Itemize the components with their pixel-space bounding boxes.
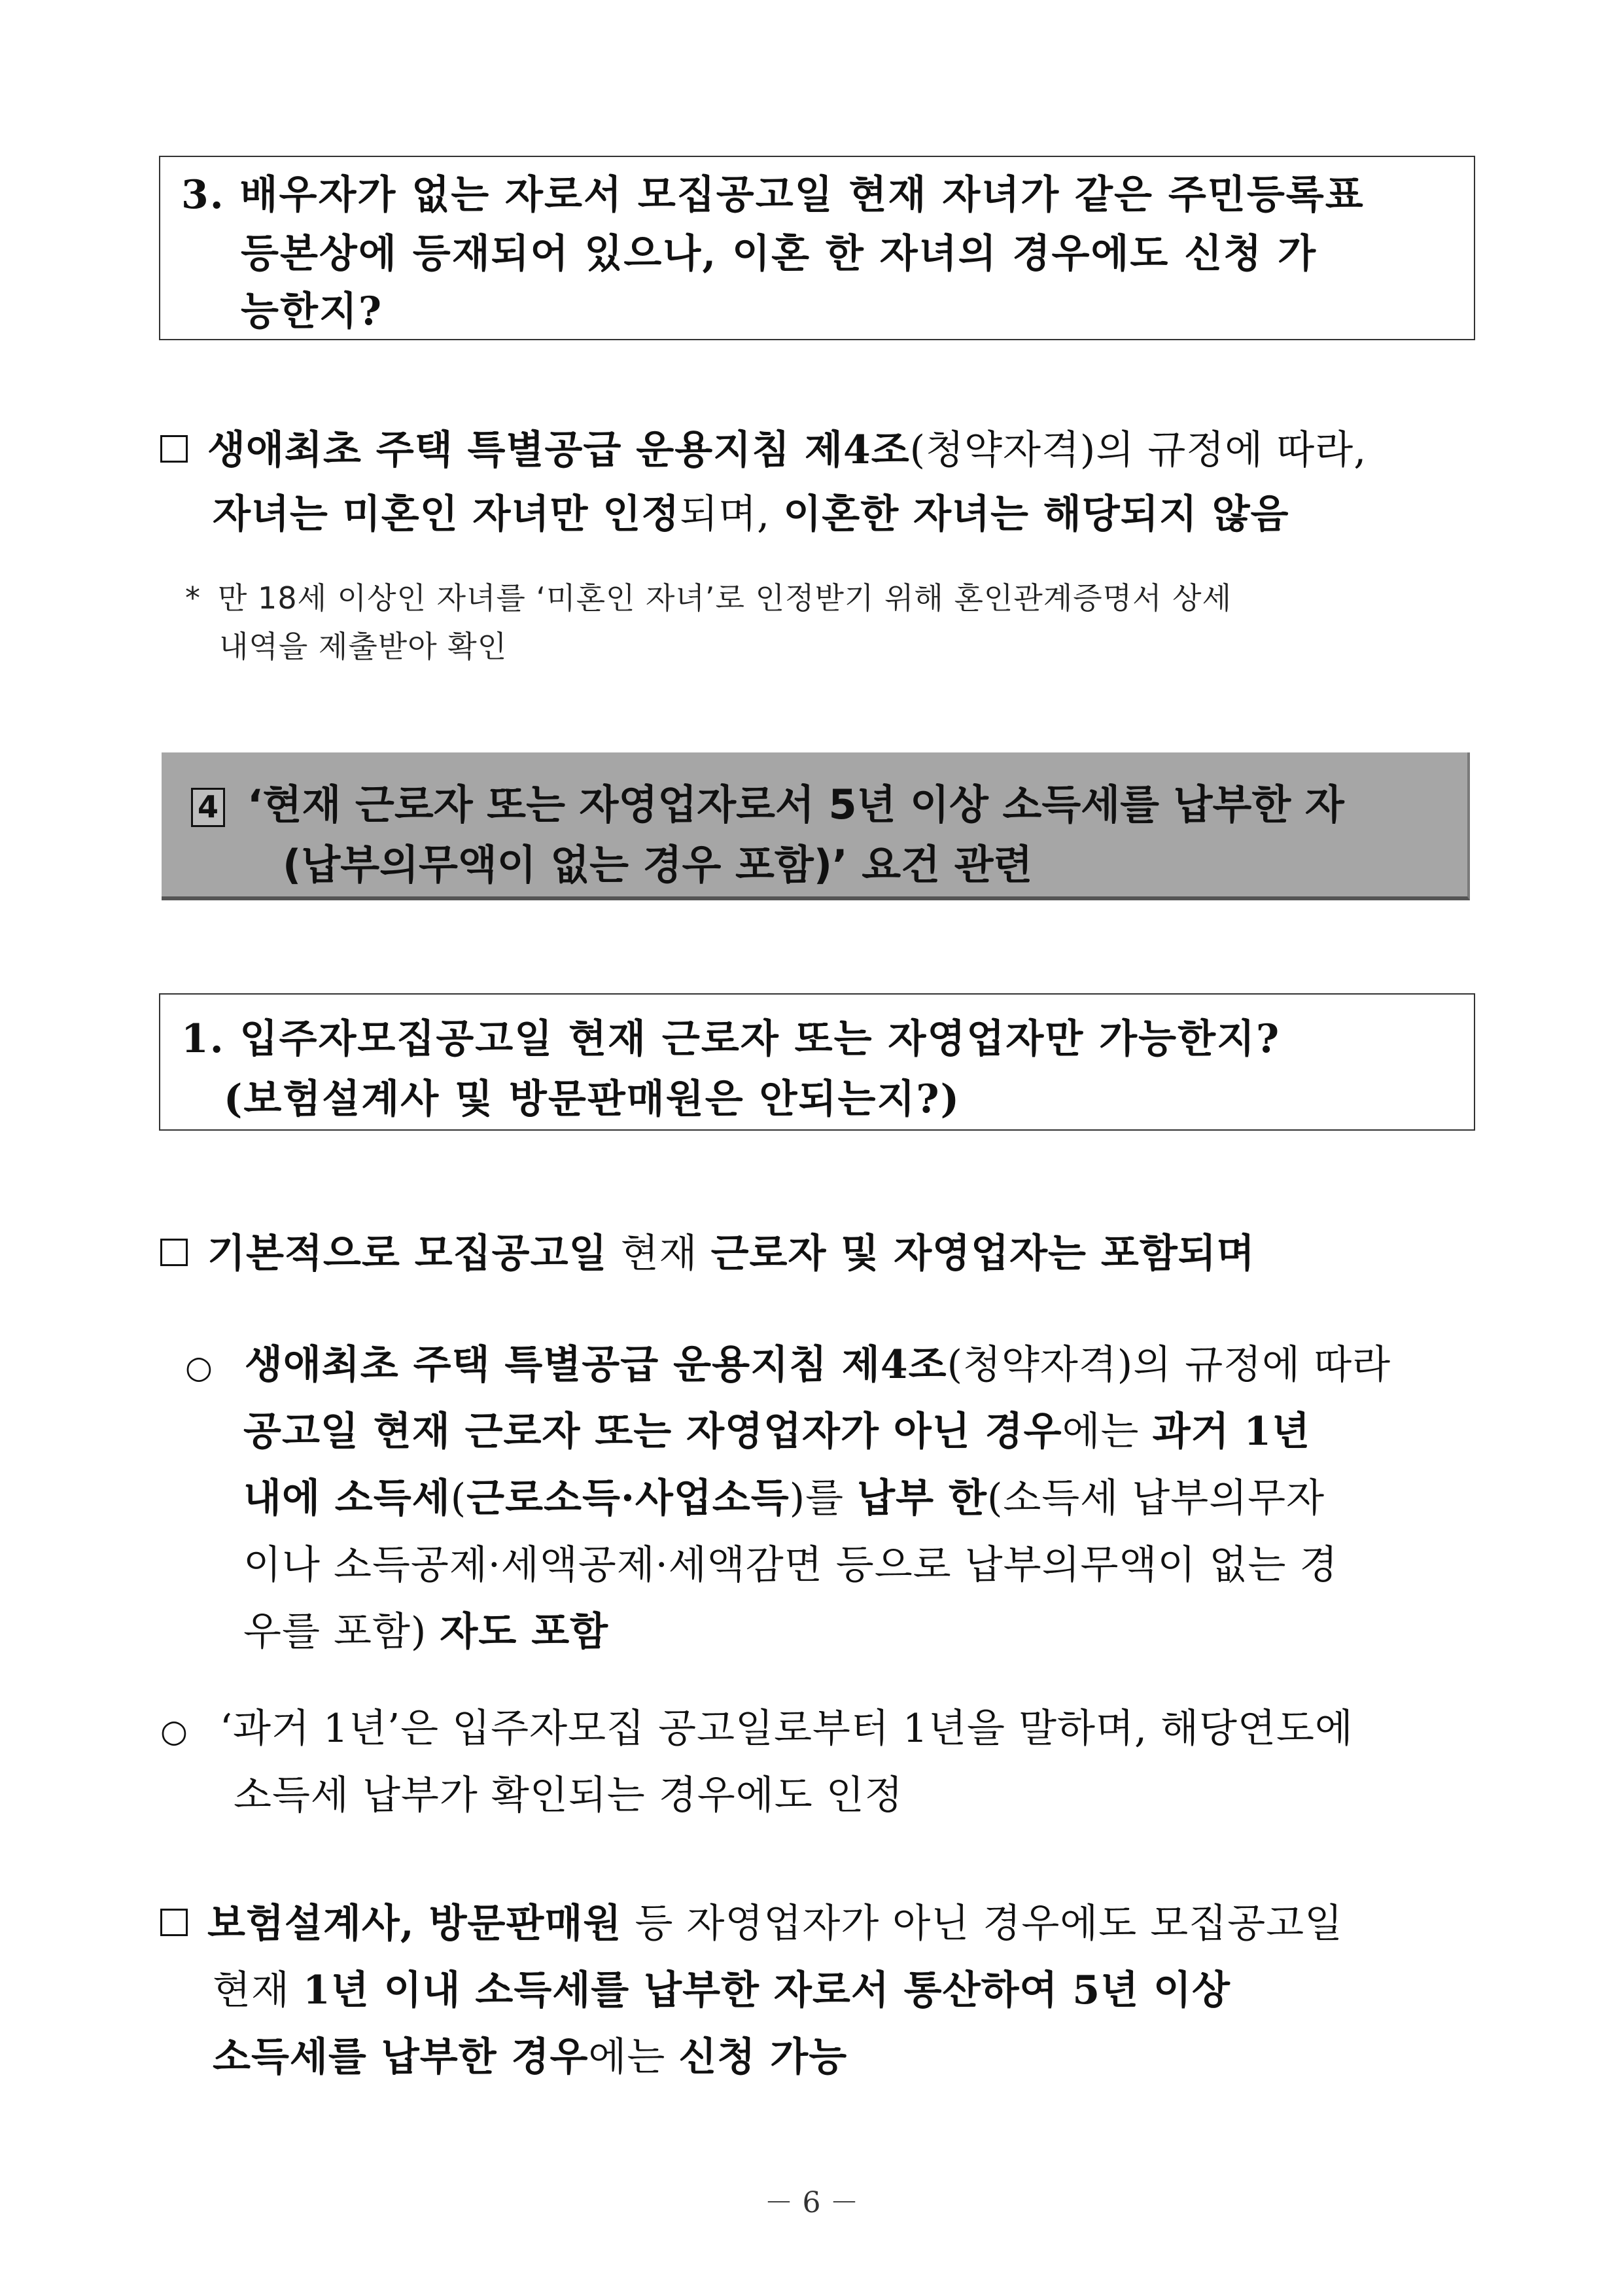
section-4-line-1 <box>191 772 1344 830</box>
circle-bullet-icon: ○ <box>185 1349 213 1386</box>
question-3-line-2: 등본상에 등재되어 있으나, 이혼 한 자녀의 경우에도 신청 가 <box>241 231 1318 277</box>
circle-item-1-line-5 <box>243 1600 608 1657</box>
question-box-1 <box>159 993 1475 1131</box>
section-4-header <box>162 752 1470 900</box>
answer-3-bold-2a: 자녀는 미혼인 자녀만 인정 <box>213 491 680 537</box>
answer-3-normal-1: (청약자격)의 규정에 따라, <box>909 427 1367 473</box>
answer-3-note-line-1 <box>185 574 1232 618</box>
circle-item-1-line-1 <box>185 1333 1391 1390</box>
section-number-badge: 4 <box>191 788 225 827</box>
c1-l3-normal-1: ( <box>450 1475 467 1521</box>
asterisk-icon: * <box>185 580 201 616</box>
c1-l2-bold-1: 공고일 현재 근로자 또는 자영업자가 아닌 경우 <box>243 1409 1062 1455</box>
c1-l2-bold-2: 과거 1년 <box>1152 1409 1311 1455</box>
p2-l3-bold-2: 신청 가능 <box>678 2034 848 2080</box>
section-4-title-1: ‘현재 근로자 또는 자영업자로서 5년 이상 소득세를 납부한 자 <box>247 781 1344 828</box>
circle-item-2-line-1 <box>160 1697 1353 1754</box>
p2-l2-bold: 1년 이내 소득세를 납부한 자로서 통산하여 5년 이상 <box>303 1968 1230 2013</box>
p1-normal-1: 현재 <box>607 1231 711 1277</box>
circle-item-1-line-3 <box>243 1467 1325 1523</box>
answer-3-line-2 <box>213 483 1289 539</box>
c1-l3-bold-2: 근로소득·사업소득 <box>466 1475 790 1521</box>
c2-l1-text: ‘과거 1년’은 입주자모집 공고일로부터 1년을 말하며, 해당연도에 <box>219 1706 1353 1752</box>
p2-l3-bold-1: 소득세를 납부한 경우 <box>213 2034 589 2080</box>
p2-l3-normal: 에는 <box>588 2034 679 2080</box>
c1-l1-normal: (청약자격)의 규정에 따라 <box>947 1342 1391 1388</box>
question-1-line-2: (보험설계사 및 방문판매원은 안되는지?) <box>224 1076 960 1122</box>
question-box-3 <box>159 156 1475 340</box>
checkbox-bullet-icon <box>160 1909 188 1936</box>
c1-l1-bold: 생애최초 주택 특별공급 운용지침 제4조 <box>244 1342 947 1388</box>
c1-l3-bold-1: 내에 소득세 <box>243 1475 451 1521</box>
answer-3-line-1 <box>160 419 1367 475</box>
page-number: － 6 － <box>764 2186 859 2219</box>
circle-item-2-line-2: 소득세 납부가 확인되는 경우에도 인정 <box>234 1773 903 1818</box>
circle-item-1-line-4: 이나 소득공제·세액공제·세액감면 등으로 납부의무액이 없는 경 <box>243 1542 1338 1588</box>
question-3-line-3: 능한지? <box>241 289 383 334</box>
question-3-line-1: 3. 배우자가 없는 자로서 모집공고일 현재 자녀가 같은 주민등록표 <box>181 172 1365 218</box>
answer-1-para-2-line-3 <box>213 2026 847 2082</box>
p2-l2-normal: 현재 <box>213 1968 303 2013</box>
c1-l5-normal: 우를 포함) <box>243 1609 440 1655</box>
c1-l3-normal-2: )를 <box>789 1475 858 1521</box>
note-text-1: 만 18세 이상인 자녀를 ‘미혼인 자녀’로 인정받기 위해 혼인관계증명서 상세 <box>218 580 1232 616</box>
p2-bold-1: 보험설계사, 방문판매원 <box>207 1901 622 1947</box>
c1-l2-normal: 에는 <box>1062 1409 1153 1455</box>
p1-bold-1: 기본적으로 모집공고일 <box>207 1231 608 1277</box>
c1-l3-normal-3: (소득세 납부의무자 <box>986 1475 1325 1521</box>
c1-l3-bold-3: 납부 한 <box>857 1475 987 1521</box>
circle-bullet-icon: ○ <box>160 1713 188 1750</box>
question-1-line-1: 1. 입주자모집공고일 현재 근로자 또는 자영업자만 가능한지? <box>181 1016 1281 1062</box>
answer-3-bold-2b: 이혼한 자녀는 해당되지 않음 <box>783 491 1289 537</box>
circle-item-1-line-2 <box>243 1400 1310 1457</box>
p2-normal-1: 등 자영업자가 아닌 경우에도 모집공고일 <box>621 1901 1344 1947</box>
checkbox-bullet-icon <box>160 435 188 463</box>
answer-1-para-2-line-2 <box>213 1959 1230 2015</box>
answer-3-normal-2a: 되며, <box>680 491 784 537</box>
answer-1-para-2-line-1 <box>160 1892 1343 1949</box>
checkbox-bullet-icon <box>160 1239 188 1266</box>
p1-bold-2: 근로자 및 자영업자는 포함되며 <box>710 1231 1255 1277</box>
answer-3-bold-1: 생애최초 주택 특별공급 운용지침 제4조 <box>207 427 910 473</box>
answer-1-para-1 <box>160 1222 1255 1279</box>
answer-3-note-line-2: 내역을 제출받아 확인 <box>219 629 508 664</box>
c1-l5-bold: 자도 포함 <box>440 1609 609 1655</box>
section-4-line-2: (납부의무액이 없는 경우 포함)’ 요건 관련 <box>283 841 1033 889</box>
